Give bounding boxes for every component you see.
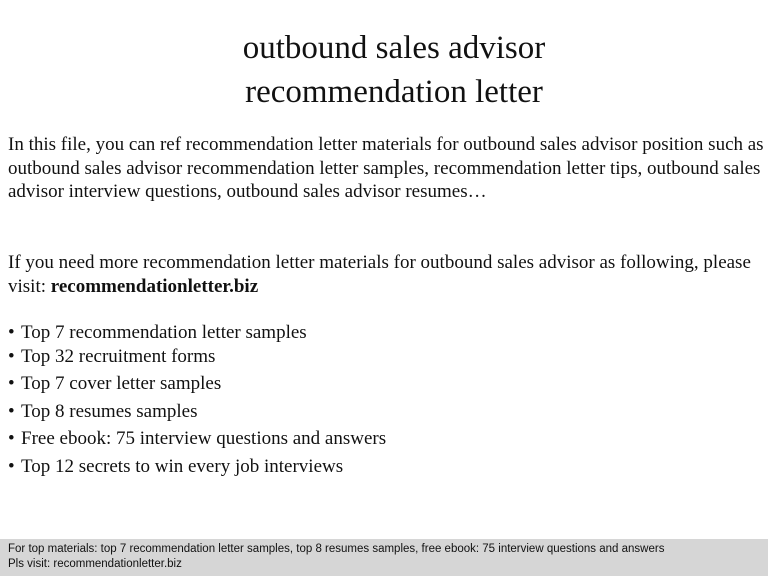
more-info-text: If you need more recommendation letter materials for outbound sales advisor as following, please visit:: [8, 252, 751, 297]
intro-paragraph: [8, 133, 764, 204]
bullet-marker: •: [8, 322, 15, 343]
list-item-label: Top 32 recruitment forms: [21, 345, 216, 367]
bullet-list: [8, 321, 764, 482]
footer-line-materials: For top materials: top 7 recommendation letter samples, top 8 resumes samples, free ebook: 75 interview questions and answers: [8, 543, 665, 555]
bullet-marker: •: [8, 400, 15, 422]
list-item: [8, 455, 764, 479]
page-subtitle: recommendation letter: [245, 74, 543, 110]
website-link[interactable]: recommendationletter.biz: [50, 275, 259, 297]
more-info-paragraph: [8, 251, 764, 298]
list-item-label: Top 7 recommendation letter samples: [21, 322, 307, 343]
bullet-marker: •: [8, 455, 15, 477]
list-item-label: Free ebook: 75 interview questions and answers: [21, 428, 387, 449]
list-item: [8, 372, 764, 396]
list-item-label: Top 8 resumes samples: [21, 400, 198, 422]
bullet-marker: •: [8, 428, 15, 449]
bullet-marker: •: [8, 345, 15, 367]
footer-band: [0, 539, 768, 576]
list-item: [8, 400, 764, 424]
more-info-line: [8, 251, 764, 298]
intro-text: In this file, you can ref recommendation letter materials for outbound sales advisor position such as outbound sales advisor recommendation letter samples, recommendation letter tips, outbound sales advisor interview questions, outbound sales advisor resumes…: [8, 134, 764, 202]
bullet-marker: •: [8, 373, 15, 394]
footer-line-visit: Pls visit: recommendationletter.biz: [8, 558, 182, 570]
list-item-label: Top 12 secrets to win every job interviews: [21, 455, 344, 477]
list-item: [8, 427, 764, 451]
list-item: [8, 321, 764, 345]
list-item: [8, 345, 764, 369]
page-title: outbound sales advisor: [242, 30, 546, 66]
list-item-label: Top 7 cover letter samples: [21, 373, 222, 394]
